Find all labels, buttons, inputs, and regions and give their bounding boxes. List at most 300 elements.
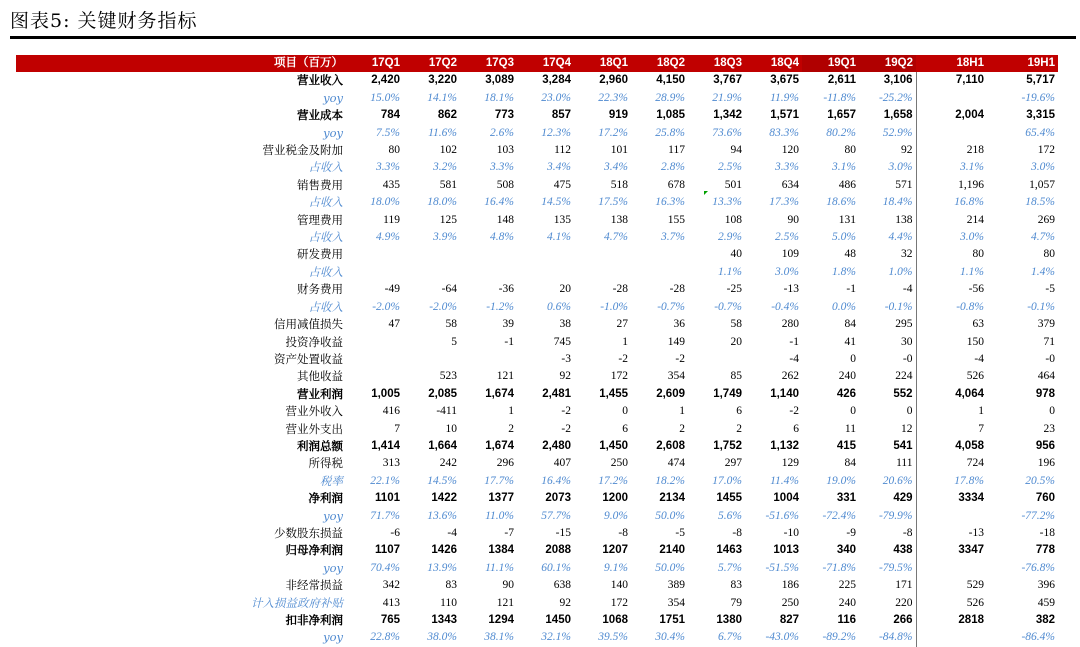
value-cell: 83 <box>730 579 742 592</box>
value-cell: 3.3% <box>775 161 799 174</box>
table-row <box>16 508 1058 525</box>
value-cell: -77.2% <box>1021 509 1055 522</box>
value-cell: 518 <box>610 178 628 191</box>
value-cell: 125 <box>439 213 457 226</box>
value-cell <box>460 246 517 263</box>
value-cell: 30 <box>901 335 913 348</box>
value-cell: 745 <box>553 335 571 348</box>
value-cell: 80 <box>388 144 400 157</box>
value-cell: 129 <box>781 457 799 470</box>
value-cell: 529 <box>916 577 987 594</box>
value-cell: 14.5% <box>427 474 457 487</box>
value-cell: 80 <box>1043 248 1055 261</box>
value-cell: 242 <box>439 457 457 470</box>
value-cell: 39.5% <box>598 631 628 644</box>
table-row <box>16 72 1058 89</box>
value-cell: 6 <box>622 422 628 435</box>
value-cell: 135 <box>553 213 571 226</box>
value-cell: 4.4% <box>888 231 913 244</box>
value-cell: -0.7% <box>714 300 742 313</box>
value-cell: 6 <box>736 405 742 418</box>
value-cell <box>346 368 403 385</box>
value-cell: 20 <box>559 283 571 296</box>
header-item-name: 项目（百万） <box>16 55 346 72</box>
value-cell: 1 <box>622 335 628 348</box>
table-row <box>16 194 1058 211</box>
row-label: 管理费用 <box>297 212 343 227</box>
value-cell: 3,089 <box>485 74 514 87</box>
table-header-row <box>16 55 1058 72</box>
value-cell: 50.0% <box>655 561 685 574</box>
value-cell: 13.3% <box>712 196 742 209</box>
value-cell: 262 <box>781 370 799 383</box>
value-cell: 84 <box>844 318 856 331</box>
value-cell: 413 <box>382 596 400 609</box>
value-cell: 18.0% <box>427 196 457 209</box>
table-row <box>16 159 1058 176</box>
value-cell: 224 <box>895 370 913 383</box>
value-cell: 22.8% <box>370 631 400 644</box>
header-period: 18Q3 <box>688 55 745 72</box>
value-cell: 92 <box>559 596 571 609</box>
value-cell: 32.1% <box>541 631 571 644</box>
value-cell: 25.8% <box>655 126 685 139</box>
row-label: 少数股东损益 <box>274 525 343 540</box>
row-label: 计入损益政府补贴 <box>251 595 343 610</box>
value-cell: -1 <box>846 283 856 296</box>
header-period: 17Q1 <box>346 55 403 72</box>
value-cell: 2 <box>508 422 514 435</box>
value-cell: 5.0% <box>832 231 856 244</box>
value-cell: 5,717 <box>1026 74 1055 87</box>
value-cell: 0 <box>850 405 856 418</box>
value-cell: -71.8% <box>822 561 856 574</box>
table-row <box>16 612 1058 629</box>
value-cell: 459 <box>1037 596 1055 609</box>
value-cell: -25.2% <box>878 91 913 104</box>
value-cell: 919 <box>608 109 628 122</box>
row-label: 扣非净利润 <box>285 613 343 627</box>
value-cell <box>574 246 631 263</box>
header-period: 18Q1 <box>574 55 631 72</box>
value-cell: 20 <box>730 335 742 348</box>
value-cell: -18 <box>1039 526 1055 539</box>
value-cell: 634 <box>781 178 799 191</box>
value-cell: 18.0% <box>370 196 400 209</box>
row-label: yoy <box>323 508 343 523</box>
value-cell: -0.7% <box>657 300 685 313</box>
value-cell: -411 <box>436 405 457 418</box>
value-cell: -15 <box>555 526 571 539</box>
value-cell: -13 <box>783 283 799 296</box>
value-cell: 172 <box>610 596 628 609</box>
value-cell: 280 <box>781 318 799 331</box>
value-cell: 429 <box>893 492 913 505</box>
value-cell: 47 <box>388 318 400 331</box>
value-cell: 486 <box>838 178 856 191</box>
value-cell: 2,004 <box>916 107 987 124</box>
table-row <box>16 316 1058 333</box>
value-cell: 7.5% <box>376 126 400 139</box>
value-cell: 40 <box>730 248 742 261</box>
value-cell: 435 <box>382 178 400 191</box>
value-cell: 16.4% <box>541 474 571 487</box>
value-cell: 1,140 <box>770 387 799 400</box>
value-cell: -11.8% <box>823 91 856 104</box>
value-cell: 3.0% <box>1031 161 1055 174</box>
value-cell: -51.5% <box>765 561 799 574</box>
value-cell: 150 <box>916 334 987 351</box>
value-cell: 108 <box>724 213 742 226</box>
value-cell: 552 <box>893 387 913 400</box>
value-cell: 3.4% <box>547 161 571 174</box>
value-cell: 19.0% <box>826 474 856 487</box>
table-row <box>16 629 1058 646</box>
value-cell: 3,767 <box>713 74 742 87</box>
value-cell: 379 <box>1037 318 1055 331</box>
value-cell: 110 <box>440 596 457 609</box>
value-cell: -8 <box>618 526 628 539</box>
value-cell: 18.6% <box>826 196 856 209</box>
value-cell: 148 <box>496 213 514 226</box>
value-cell: 296 <box>496 457 514 470</box>
value-cell: 140 <box>610 579 628 592</box>
value-cell <box>574 264 631 281</box>
value-cell: 10 <box>445 422 457 435</box>
value-cell: 331 <box>836 492 856 505</box>
value-cell: 30.4% <box>655 631 685 644</box>
value-cell: 16.8% <box>916 194 987 211</box>
value-cell: 38.0% <box>427 631 457 644</box>
value-cell: 269 <box>1037 213 1055 226</box>
value-cell: 119 <box>383 213 400 226</box>
row-label: 营业外收入 <box>285 404 343 419</box>
row-label: 利润总额 <box>297 438 343 453</box>
value-cell: 131 <box>838 213 856 226</box>
value-cell <box>916 508 987 525</box>
value-cell: 4.7% <box>1031 231 1055 244</box>
value-cell: 541 <box>893 439 913 452</box>
row-label: 营业成本 <box>297 108 343 123</box>
value-cell: 23 <box>1043 422 1055 435</box>
value-cell <box>346 246 403 263</box>
value-cell: 36 <box>673 318 685 331</box>
value-cell: 407 <box>553 457 571 470</box>
table-row <box>16 334 1058 351</box>
value-cell: 4.9% <box>376 231 400 244</box>
header-period: 18Q4 <box>745 55 802 72</box>
value-cell: 18.5% <box>1025 196 1055 209</box>
value-cell: 2088 <box>545 544 571 557</box>
value-cell: 2.8% <box>661 161 685 174</box>
value-cell: 7 <box>916 421 987 438</box>
value-cell: 186 <box>781 579 799 592</box>
table-row <box>16 421 1058 438</box>
value-cell: 464 <box>1037 370 1055 383</box>
value-cell: 7 <box>394 422 400 435</box>
value-cell: 1.4% <box>1031 265 1055 278</box>
value-cell: 1450 <box>545 614 571 626</box>
row-label: 投资净收益 <box>285 334 343 349</box>
table-row <box>16 229 1058 246</box>
value-cell: 5.6% <box>718 509 742 522</box>
value-cell: 3.7% <box>661 231 685 244</box>
value-cell: 7,110 <box>916 72 987 89</box>
value-cell: -72.4% <box>822 509 856 522</box>
value-cell: 1101 <box>375 492 400 505</box>
value-cell: 39 <box>502 318 514 331</box>
table-row <box>16 542 1058 559</box>
value-cell: 109 <box>781 248 799 261</box>
value-cell: 724 <box>916 455 987 472</box>
value-cell: -10 <box>783 526 799 539</box>
value-cell: 1,342 <box>713 109 742 122</box>
value-cell <box>460 264 517 281</box>
row-label: 营业外支出 <box>285 421 343 436</box>
value-cell: -2 <box>618 352 628 365</box>
value-cell: 120 <box>781 144 799 157</box>
table-row <box>16 299 1058 316</box>
table-row <box>16 403 1058 420</box>
value-cell: 638 <box>553 579 571 592</box>
row-label: yoy <box>323 90 343 105</box>
value-cell: 1200 <box>602 492 628 505</box>
value-cell: 266 <box>893 614 913 626</box>
value-cell <box>517 246 574 263</box>
value-cell: -4 <box>447 526 457 539</box>
value-cell: 2,611 <box>827 74 856 87</box>
value-cell: 6.7% <box>718 631 742 644</box>
value-cell: 1,674 <box>485 387 514 400</box>
value-cell: 2073 <box>545 492 571 505</box>
value-cell: -0.1% <box>1027 300 1055 313</box>
value-cell: 3.1% <box>916 159 987 176</box>
value-cell: 4.8% <box>490 231 514 244</box>
header-period: 19Q2 <box>859 55 916 72</box>
value-cell: 3.0% <box>916 229 987 246</box>
value-cell: 83.3% <box>769 126 799 139</box>
value-cell: 3.0% <box>775 265 799 278</box>
value-cell: 3,220 <box>428 74 457 87</box>
value-cell: 3,106 <box>883 74 913 87</box>
value-cell: 71 <box>1043 335 1055 348</box>
value-cell: 220 <box>895 596 913 609</box>
value-cell: -1 <box>789 335 799 348</box>
value-cell: 784 <box>380 109 400 122</box>
value-cell: 3.0% <box>888 161 913 174</box>
value-cell: 18.2% <box>655 474 685 487</box>
value-cell <box>916 560 987 577</box>
value-cell: 9.0% <box>604 509 628 522</box>
value-cell: -6 <box>390 526 400 539</box>
value-cell: 526 <box>916 595 987 612</box>
value-cell: 0 <box>622 405 628 418</box>
table-row <box>16 125 1058 142</box>
value-cell: -0 <box>1045 352 1055 365</box>
table-row <box>16 281 1058 298</box>
value-cell: 83 <box>445 579 457 592</box>
value-cell <box>460 351 517 368</box>
value-cell: 354 <box>667 370 685 383</box>
value-cell: 73.6% <box>712 126 742 139</box>
value-cell: 1004 <box>773 492 799 505</box>
table-row <box>16 264 1058 281</box>
value-cell: 1013 <box>773 544 799 557</box>
value-cell: 4,058 <box>916 438 987 455</box>
value-cell: -13 <box>916 525 987 542</box>
value-cell: 17.7% <box>484 474 514 487</box>
value-cell: 1751 <box>659 614 685 626</box>
value-cell: 1107 <box>375 544 400 557</box>
value-cell: -0.8% <box>916 299 987 316</box>
value-cell: 956 <box>1035 439 1055 452</box>
value-cell: 1,752 <box>713 439 742 452</box>
value-cell: 16.3% <box>655 196 685 209</box>
value-cell: 1,005 <box>371 387 400 400</box>
table-row <box>16 142 1058 159</box>
table-row <box>16 368 1058 385</box>
cell-comment-marker <box>704 191 708 195</box>
value-cell: 3334 <box>916 490 987 507</box>
value-cell: 389 <box>667 579 685 592</box>
value-cell: 978 <box>1035 387 1055 400</box>
value-cell <box>916 629 987 646</box>
table-row <box>16 525 1058 542</box>
value-cell: -79.9% <box>878 509 913 522</box>
value-cell: 1207 <box>602 544 628 557</box>
value-cell: 27 <box>616 318 628 331</box>
value-cell: 508 <box>496 178 514 191</box>
value-cell: 48 <box>844 248 856 261</box>
value-cell: 71.7% <box>370 509 400 522</box>
value-cell: 20.6% <box>882 474 913 487</box>
value-cell <box>346 351 403 368</box>
value-cell: 415 <box>836 439 856 452</box>
value-cell: 15.0% <box>370 91 400 104</box>
row-label: 占收入 <box>308 299 343 314</box>
value-cell: 1,450 <box>599 439 628 452</box>
value-cell: -8 <box>732 526 742 539</box>
value-cell: 240 <box>838 370 856 383</box>
value-cell: -0.1% <box>884 300 913 313</box>
value-cell: 20.5% <box>1025 474 1055 487</box>
value-cell: 1,749 <box>713 387 742 400</box>
value-cell: -25 <box>726 283 742 296</box>
value-cell: -7 <box>504 526 514 539</box>
value-cell: -64 <box>441 283 457 296</box>
value-cell: 17.0% <box>712 474 742 487</box>
table-row <box>16 490 1058 507</box>
value-cell: 2,960 <box>599 74 628 87</box>
value-cell: -4 <box>916 351 987 368</box>
value-cell: 85 <box>730 370 742 383</box>
value-cell: 2.5% <box>775 231 799 244</box>
value-cell: 92 <box>901 144 913 157</box>
value-cell: 1294 <box>488 614 514 626</box>
table-row <box>16 455 1058 472</box>
value-cell: 111 <box>896 457 913 470</box>
row-label: 营业收入 <box>297 73 343 88</box>
title-divider <box>10 36 1076 39</box>
value-cell: 250 <box>610 457 628 470</box>
value-cell: 1380 <box>716 614 742 626</box>
value-cell: 4.1% <box>547 231 571 244</box>
value-cell: -1 <box>504 335 514 348</box>
value-cell <box>346 264 403 281</box>
page-title: 图表5: 关键财务指标 <box>10 10 198 32</box>
value-cell: -8 <box>902 526 913 539</box>
value-cell <box>916 125 987 142</box>
value-cell: 80.2% <box>826 126 856 139</box>
value-cell: 1,196 <box>916 177 987 194</box>
value-cell: 218 <box>916 142 987 159</box>
value-cell: 18.4% <box>882 196 913 209</box>
value-cell: 58 <box>445 318 457 331</box>
value-cell: 138 <box>610 213 628 226</box>
value-cell: 340 <box>836 544 856 557</box>
value-cell: -89.2% <box>822 631 856 644</box>
value-cell: 3,315 <box>1026 109 1055 122</box>
row-label: 其他收益 <box>297 369 343 384</box>
value-cell: 3.4% <box>604 161 628 174</box>
row-label: yoy <box>323 560 343 575</box>
value-cell: 11.4% <box>770 474 799 487</box>
value-cell <box>403 264 460 281</box>
value-cell: 9.1% <box>604 561 628 574</box>
row-label: 信用减值损失 <box>274 317 343 332</box>
value-cell: 121 <box>496 596 514 609</box>
table-row <box>16 577 1058 594</box>
value-cell: -2.0% <box>429 300 457 313</box>
value-cell: 4,064 <box>916 386 987 403</box>
value-cell: 474 <box>667 457 685 470</box>
value-cell: 342 <box>382 579 400 592</box>
value-cell: -2 <box>561 422 571 435</box>
value-cell: 18.1% <box>484 91 514 104</box>
value-cell: 32 <box>901 248 913 261</box>
value-cell: 295 <box>895 318 913 331</box>
header-period: 17Q2 <box>403 55 460 72</box>
value-cell: 571 <box>895 178 913 191</box>
value-cell: -28 <box>669 283 685 296</box>
value-cell: 17.2% <box>598 126 628 139</box>
value-cell: 138 <box>895 213 913 226</box>
value-cell: 765 <box>380 614 400 626</box>
row-label: 税率 <box>320 473 343 488</box>
value-cell: 1 <box>508 405 514 418</box>
value-cell: 1068 <box>602 614 628 626</box>
value-cell: 121 <box>496 370 514 383</box>
value-cell: -5 <box>675 526 685 539</box>
value-cell: -76.8% <box>1021 561 1055 574</box>
value-cell <box>631 264 688 281</box>
value-cell: -2 <box>561 405 571 418</box>
value-cell: -28 <box>612 283 628 296</box>
value-cell: 50.0% <box>655 509 685 522</box>
value-cell: 382 <box>1035 614 1055 626</box>
value-cell: 1,664 <box>428 439 457 452</box>
value-cell: 1.8% <box>832 265 856 278</box>
value-cell <box>517 264 574 281</box>
row-label: 营业税金及附加 <box>262 143 343 158</box>
value-cell: 501 <box>724 178 742 191</box>
table-row <box>16 107 1058 124</box>
value-cell: -79.5% <box>878 561 913 574</box>
value-cell: 196 <box>1037 457 1055 470</box>
header-period: 19H1 <box>987 55 1058 72</box>
value-cell: 14.1% <box>427 91 457 104</box>
value-cell: 38 <box>559 318 571 331</box>
